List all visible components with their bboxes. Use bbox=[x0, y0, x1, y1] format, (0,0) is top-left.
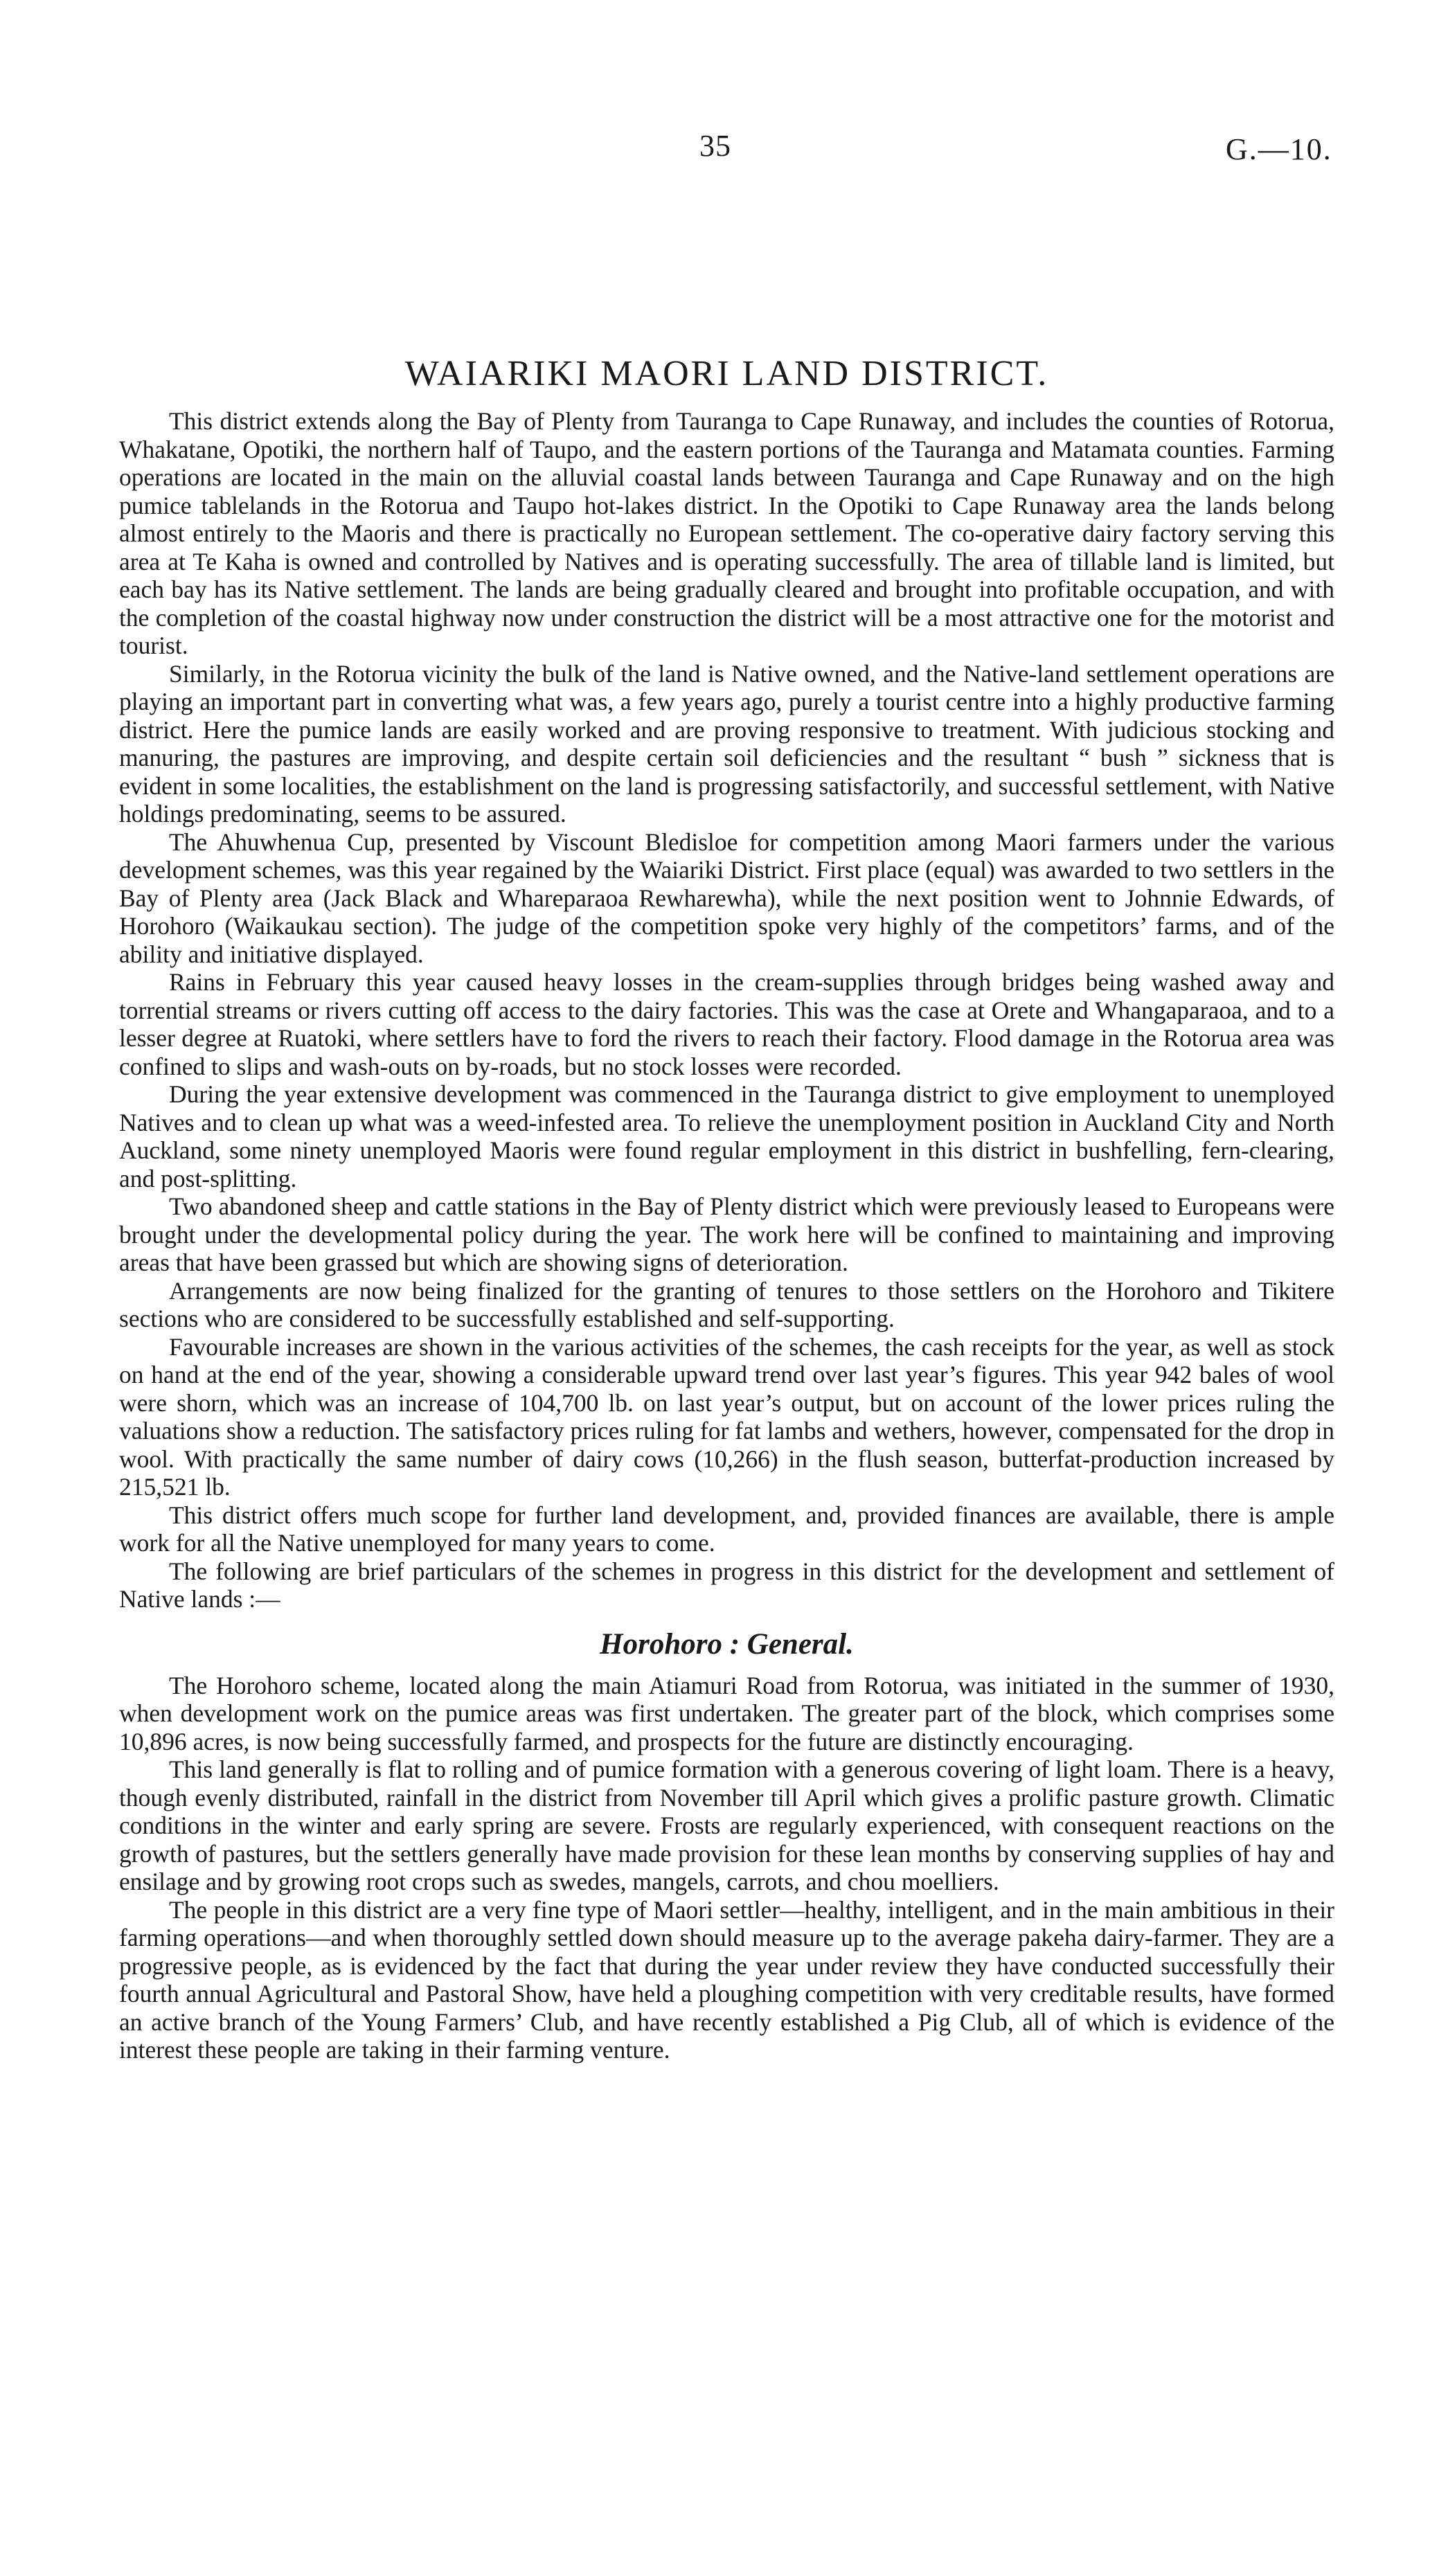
paragraph: The following are brief particulars of the schemes in progress in this district for the development and settlement of Native lands :— bbox=[119, 1557, 1334, 1613]
section-paragraph: The people in this district are a very fine type of Maori settler—healthy, intelligent, and in the main ambitious in their farming operations—and when thoroughly settled down should measure up to the average pakeha dairy-farmer. They are a progressive people, as is evidenced by the fact that during the year under review they have conducted successfully their fourth annual Agricultural and Pastoral Show, have held a ploughing competition with very creditable results, have formed an active branch of the Young Farmers’ Club, and have recently established a Pig Club, all of which is evidence of the interest these people are taking in their farming venture. bbox=[119, 1895, 1334, 2064]
paragraph: During the year extensive development was commenced in the Tauranga district to give employment to unemployed Natives and to clean up what was a weed-infested area. To relieve the unemployment position in Auckland City and North Auckland, some ninety unemployed Maoris were found regular employment in this district in bushfelling, fern-clearing, and post-splitting. bbox=[119, 1080, 1334, 1192]
paragraph: Favourable increases are shown in the various activities of the schemes, the cash receipts for the year, as well as stock on hand at the end of the year, showing a considerable upward trend over last year’s figures. This year 942 bales of wool were shorn, which was an increase of 104,700 lb. on last year’s output, but on account of the lower prices ruling the valuations show a reduction. The satisfactory prices ruling for fat lambs and wethers, however, compensated for the drop in wool. With practically the same number of dairy cows (10,266) in the flush season, butterfat-production increased by 215,521 lb. bbox=[119, 1332, 1334, 1501]
paragraph: Two abandoned sheep and cattle stations in the Bay of Plenty district which were previously leased to Europeans were brought under the developmental policy during the year. The work here will be confined to maintaining and improving areas that have been grassed but which are showing signs of deterioration. bbox=[119, 1192, 1334, 1276]
section-paragraph: This land generally is flat to rolling and of pumice formation with a generous covering of light loam. There is a heavy, though evenly distributed, rainfall in the district from November till April which gives a prolific pasture growth. Climatic conditions in the winter and early spring are severe. Frosts are regularly experienced, with consequent reactions on the growth of pastures, but the settlers generally have made provision for these lean months by conserving supplies of hay and ensilage and by growing root crops such as swedes, mangels, carrots, and chou moelliers. bbox=[119, 1755, 1334, 1895]
document-body bbox=[119, 353, 1334, 2064]
paragraph: Arrangements are now being finalized for the granting of tenures to those settlers on the Horohoro and Tikitere sections who are considered to be successfully established and self-supporting. bbox=[119, 1276, 1334, 1332]
paragraph: Similarly, in the Rotorua vicinity the bulk of the land is Native owned, and the Native-land settlement operations are playing an important part in converting what was, a few years ago, purely a tourist centre into a highly productive farming district. Here the pumice lands are easily worked and are proving responsive to treatment. With judicious stocking and manuring, the pastures are improving, and despite certain soil deficiencies and the resultant “ bush ” sickness that is evident in some localities, the establishment on the land is progressing satisfactorily, and successful settlement, with Native holdings predominating, seems to be assured. bbox=[119, 659, 1334, 828]
page-reference: G.—10. bbox=[1226, 132, 1332, 166]
section-heading: Horohoro : General. bbox=[600, 1627, 854, 1661]
paragraph: This district offers much scope for further land development, and, provided finances are available, there is ample work for all the Native unemployed for many years to come. bbox=[119, 1501, 1334, 1557]
page-number: 35 bbox=[699, 129, 731, 163]
paragraph: The Ahuwhenua Cup, presented by Viscount Bledisloe for competition among Maori farmers under the various development schemes, was this year regained by the Waiariki District. First place (equal) was awarded to two settlers in the Bay of Plenty area (Jack Black and Whareparaoa Rewharewha), while the next position went to Johnnie Edwards, of Horohoro (Waikaukau section). The judge of the competition spoke very highly of the competitors’ farms, and of the ability and initiative displayed. bbox=[119, 828, 1334, 968]
paragraph: This district extends along the Bay of Plenty from Tauranga to Cape Runaway, and includes the counties of Rotorua, Whakatane, Opotiki, the northern half of Taupo, and the eastern portions of the Tauranga and Matamata counties. Farming operations are located in the main on the alluvial coastal lands between Tauranga and Cape Runaway and on the high pumice tablelands in the Rotorua and Taupo hot-lakes district. In the Opotiki to Cape Runaway area the lands belong almost entirely to the Maoris and there is practically no European settlement. The co-operative dairy factory serving this area at Te Kaha is owned and controlled by Natives and is operating successfully. The area of tillable land is limited, but each bay has its Native settlement. The lands are being gradually cleared and brought into profitable occupation, and with the completion of the coastal highway now under construction the district will be a most attractive one for the motorist and tourist. bbox=[119, 407, 1334, 659]
paragraph: Rains in February this year caused heavy losses in the cream-supplies through bridges being washed away and torrential streams or rivers cutting off access to the dairy factories. This was the case at Orete and Whangaparaoa, and to a lesser degree at Ruatoki, where settlers have to ford the rivers to reach their factory. Flood damage in the Rotorua area was confined to slips and wash-outs on by-roads, but no stock losses were recorded. bbox=[119, 968, 1334, 1080]
section-paragraph: The Horohoro scheme, located along the main Atiamuri Road from Rotorua, was initiated in the summer of 1930, when development work on the pumice areas was first undertaken. The greater part of the block, which comprises some 10,896 acres, is now being successfully farmed, and prospects for the future are distinctly encouraging. bbox=[119, 1671, 1334, 1755]
main-heading: WAIARIKI MAORI LAND DISTRICT. bbox=[404, 354, 1049, 393]
